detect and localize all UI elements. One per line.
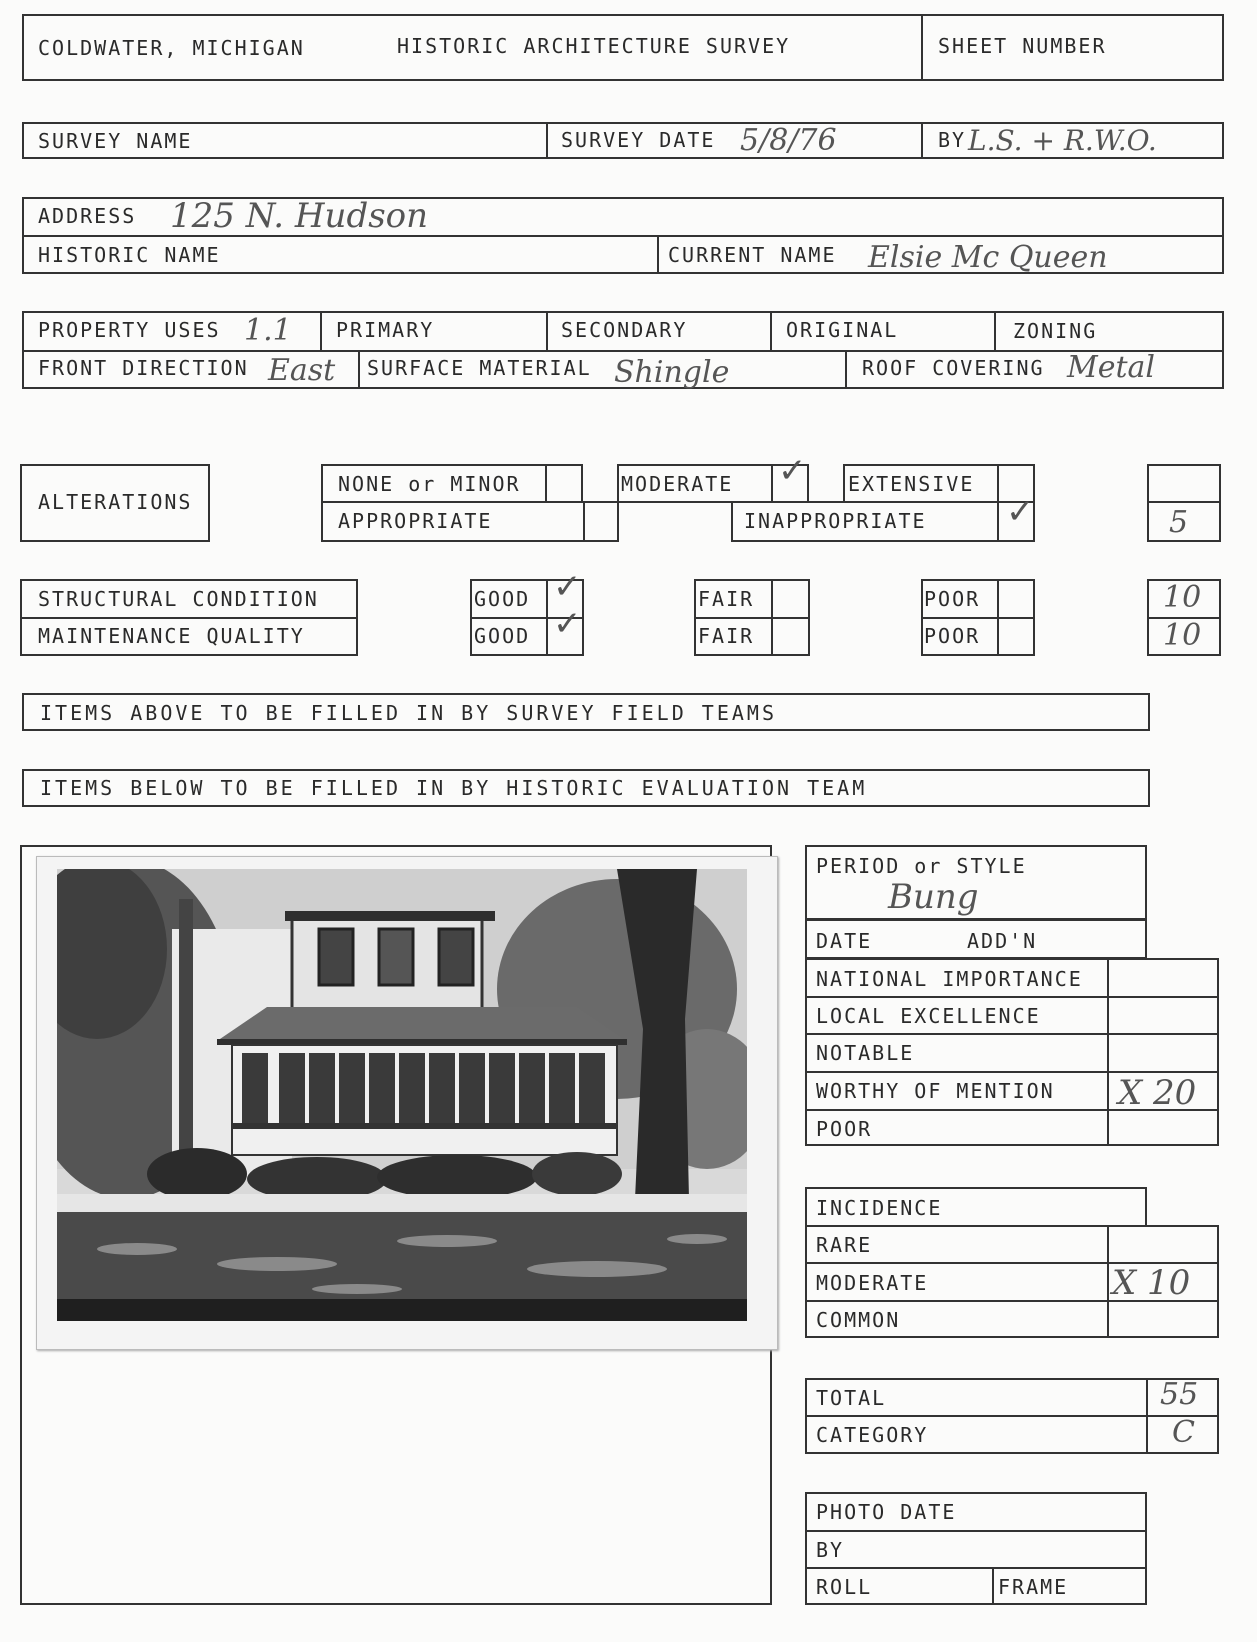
structural-condition-label: STRUCTURAL CONDITION — [38, 587, 319, 611]
notable: NOTABLE — [816, 1041, 915, 1065]
front-direction-label: FRONT DIRECTION — [38, 356, 249, 380]
property-row-divider — [22, 350, 1224, 352]
address-value: 125 N. Hudson — [170, 196, 429, 236]
front-direction-value: East — [268, 353, 336, 388]
period-value: Bung — [888, 877, 979, 917]
sheet-number-label: SHEET NUMBER — [938, 34, 1107, 58]
maintenance-quality-label: MAINTENANCE QUALITY — [38, 624, 305, 648]
incidence-score-divider — [1107, 1225, 1109, 1338]
poor-label: POOR — [816, 1117, 873, 1141]
property-divider-2 — [546, 311, 548, 350]
house-photo-image — [57, 869, 747, 1321]
alterations-inappropriate-check: ✓ — [1006, 492, 1035, 532]
date-label: DATE — [816, 929, 873, 953]
national-importance: NATIONAL IMPORTANCE — [816, 967, 1083, 991]
incidence-moderate-value: X 10 — [1112, 1263, 1191, 1303]
maintenance-score: 10 — [1163, 618, 1202, 653]
period-label: PERIOD or STYLE — [816, 854, 1027, 878]
local-excellence: LOCAL EXCELLENCE — [816, 1004, 1041, 1028]
surface-material-value: Shingle — [614, 355, 730, 390]
survey-divider-2 — [921, 122, 923, 159]
original-label: ORIGINAL — [786, 318, 899, 342]
condition-label-divider — [20, 617, 358, 619]
zoning-label: ZONING — [1013, 319, 1098, 343]
property-divider-4 — [994, 311, 996, 350]
total-value: 55 — [1160, 1377, 1199, 1412]
photo-info-divider-1 — [805, 1530, 1147, 1532]
worthy-of-mention: WORTHY OF MENTION — [816, 1079, 1055, 1103]
historic-name-label: HISTORIC NAME — [38, 243, 221, 267]
maintenance-good-check: ✓ — [553, 604, 582, 644]
survey-name-label: SURVEY NAME — [38, 129, 193, 153]
house-photo — [36, 856, 778, 1350]
fair-check-divider — [771, 579, 773, 656]
incidence-label: INCIDENCE — [816, 1196, 943, 1220]
alterations-inappropriate-check-divider — [997, 501, 999, 542]
photo-info-divider-2 — [805, 1567, 1147, 1569]
property-uses-label: PROPERTY USES — [38, 318, 221, 342]
notes-above: ITEMS ABOVE TO BE FILLED IN BY SURVEY FIELD TEAMS — [40, 701, 778, 725]
addn-label: ADD'N — [967, 929, 1038, 953]
maintenance-poor: POOR — [924, 624, 981, 648]
poor-check-divider — [997, 579, 999, 656]
totals-score-divider — [1146, 1378, 1148, 1454]
importance-score-divider — [1107, 958, 1109, 1146]
totals-divider — [805, 1415, 1219, 1417]
surface-material-label: SURFACE MATERIAL — [367, 356, 592, 380]
current-name-divider — [657, 235, 659, 274]
form-title: HISTORIC ARCHITECTURE SURVEY — [397, 34, 791, 58]
structural-score: 10 — [1163, 580, 1202, 615]
survey-divider-1 — [546, 122, 548, 159]
survey-date-value: 5/8/76 — [740, 123, 837, 158]
alterations-score-divider — [1147, 501, 1221, 503]
importance-divider-1 — [805, 996, 1219, 998]
alterations-appropriate-check-divider — [583, 501, 585, 542]
alterations-none-check-divider — [545, 464, 547, 503]
importance-divider-2 — [805, 1033, 1219, 1035]
roof-covering-label: ROOF COVERING — [862, 356, 1045, 380]
photo-date-label: PHOTO DATE — [816, 1500, 957, 1524]
frame-label: FRAME — [998, 1575, 1069, 1599]
photo-by-label: BY — [816, 1538, 845, 1562]
property-divider-1 — [320, 311, 322, 350]
survey-by-label: BY — [938, 128, 967, 152]
property-divider-5 — [358, 350, 360, 389]
property-divider-6 — [845, 350, 847, 389]
alterations-moderate-check: ✓ — [778, 451, 807, 491]
incidence-rare: RARE — [816, 1233, 873, 1257]
notes-below: ITEMS BELOW TO BE FILLED IN BY HISTORIC EVALUATION TEAM — [40, 776, 868, 800]
roll-label: ROLL — [816, 1575, 873, 1599]
city-name: COLDWATER, MICHIGAN — [38, 36, 305, 60]
poor-divider — [921, 617, 1035, 619]
incidence-common: COMMON — [816, 1308, 901, 1332]
incidence-moderate: MODERATE — [816, 1271, 929, 1295]
structural-poor: POOR — [924, 587, 981, 611]
property-divider-3 — [770, 311, 772, 350]
primary-label: PRIMARY — [336, 318, 435, 342]
survey-date-label: SURVEY DATE — [561, 128, 716, 152]
total-label: TOTAL — [816, 1386, 887, 1410]
maintenance-fair: FAIR — [698, 624, 755, 648]
worthy-value: X 20 — [1118, 1073, 1197, 1113]
alterations-extensive: EXTENSIVE — [848, 472, 975, 496]
structural-good-check: ✓ — [553, 567, 582, 607]
header-divider — [921, 14, 923, 81]
address-label: ADDRESS — [38, 204, 137, 228]
category-label: CATEGORY — [816, 1423, 929, 1447]
structural-good: GOOD — [474, 587, 531, 611]
survey-by-value: L.S. + R.W.O. — [968, 124, 1157, 157]
property-uses-value: 1.1 — [244, 313, 292, 348]
alterations-label: ALTERATIONS — [38, 490, 193, 514]
roof-covering-value: Metal — [1067, 350, 1156, 385]
alterations-inappropriate: INAPPROPRIATE — [744, 509, 927, 533]
maintenance-good: GOOD — [474, 624, 531, 648]
current-name-value: Elsie Mc Queen — [868, 240, 1108, 275]
alterations-appropriate: APPROPRIATE — [338, 509, 493, 533]
fair-divider — [694, 617, 810, 619]
alterations-moderate: MODERATE — [621, 472, 734, 496]
alterations-score: 5 — [1169, 505, 1189, 540]
roll-frame-divider — [992, 1567, 994, 1605]
category-value: C — [1172, 1415, 1195, 1450]
secondary-label: SECONDARY — [561, 318, 688, 342]
good-check-divider — [546, 579, 548, 656]
alterations-moderate-check-divider — [771, 464, 773, 503]
current-name-label: CURRENT NAME — [668, 243, 837, 267]
alterations-extensive-check-divider — [997, 464, 999, 503]
alterations-none-minor: NONE or MINOR — [338, 472, 521, 496]
structural-fair: FAIR — [698, 587, 755, 611]
